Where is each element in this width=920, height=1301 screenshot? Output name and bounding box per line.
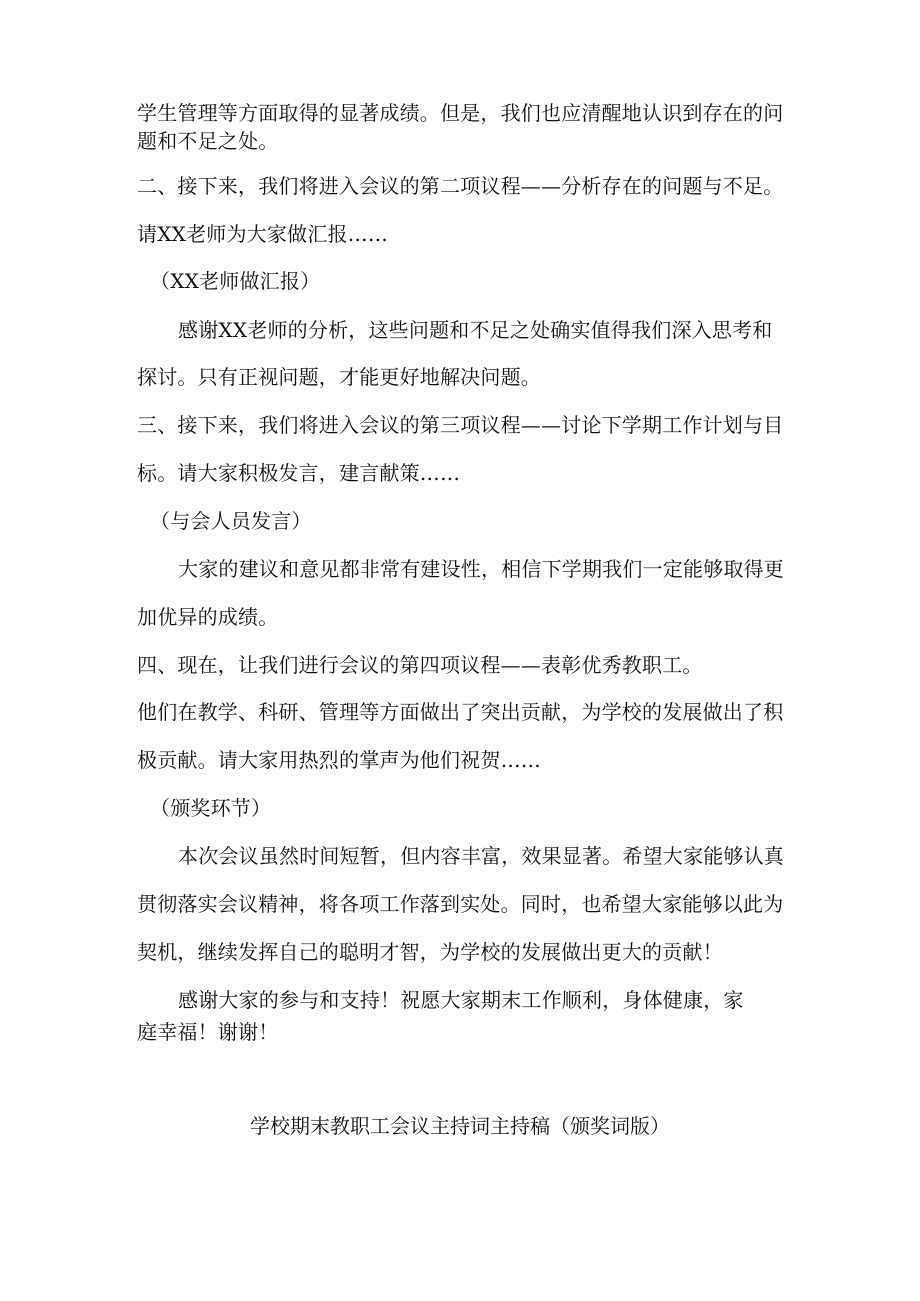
paragraph-start: 本次会议虽然时间短暂，但内容丰富，效果显著。希望大家能够认真: [178, 844, 784, 868]
text-line: 加优异的成绩。: [137, 605, 279, 629]
text-line: 探讨。只有正视问题，才能更好地解决问题。: [137, 365, 541, 389]
paragraph-start: 感谢大家的参与和支持！祝愿大家期末工作顺利，身体健康，家: [178, 988, 744, 1012]
stage-direction: （XX老师做汇报）: [150, 269, 321, 293]
text-line: 标。请大家积极发言，建言献策……: [137, 461, 461, 485]
text-line: 极贡献。请大家用热烈的掌声为他们祝贺……: [137, 748, 541, 772]
text-line: 他们在教学、科研、管理等方面做出了突出贡献，为学校的发展做出了积: [137, 700, 784, 724]
paragraph-start: 感谢XX老师的分析，这些问题和不足之处确实值得我们深入思考和: [178, 318, 773, 342]
agenda-item-3: 三、接下来，我们将进入会议的第三项议程——讨论下学期工作计划与目: [137, 413, 784, 437]
text-line: 庭幸福！谢谢！: [137, 1020, 279, 1044]
paragraph-start: 大家的建议和意见都非常有建设性，相信下学期我们一定能够取得更: [178, 557, 784, 581]
document-title: 学校期末教职工会议主持词主持稿（颁奖词版）: [250, 1114, 670, 1138]
text-line: 贯彻落实会议精神，将各项工作落到实处。同时，也希望大家能够以此为: [137, 892, 784, 916]
agenda-item-2: 二、接下来，我们将进入会议的第二项议程——分析存在的问题与不足。: [137, 174, 784, 198]
text-line: 题和不足之处。: [137, 129, 279, 153]
text-line: 契机，继续发挥自己的聪明才智，为学校的发展做出更大的贡献！: [137, 940, 723, 964]
stage-direction: （颁奖环节）: [150, 796, 272, 820]
text-line: 学生管理等方面取得的显著成绩。但是，我们也应清醒地认识到存在的问: [137, 101, 784, 125]
stage-direction: （与会人员发言）: [150, 509, 312, 533]
agenda-item-4: 四、现在，让我们进行会议的第四项议程——表彰优秀教职工。: [137, 653, 703, 677]
text-line: 请XX老师为大家做汇报……: [137, 222, 389, 246]
